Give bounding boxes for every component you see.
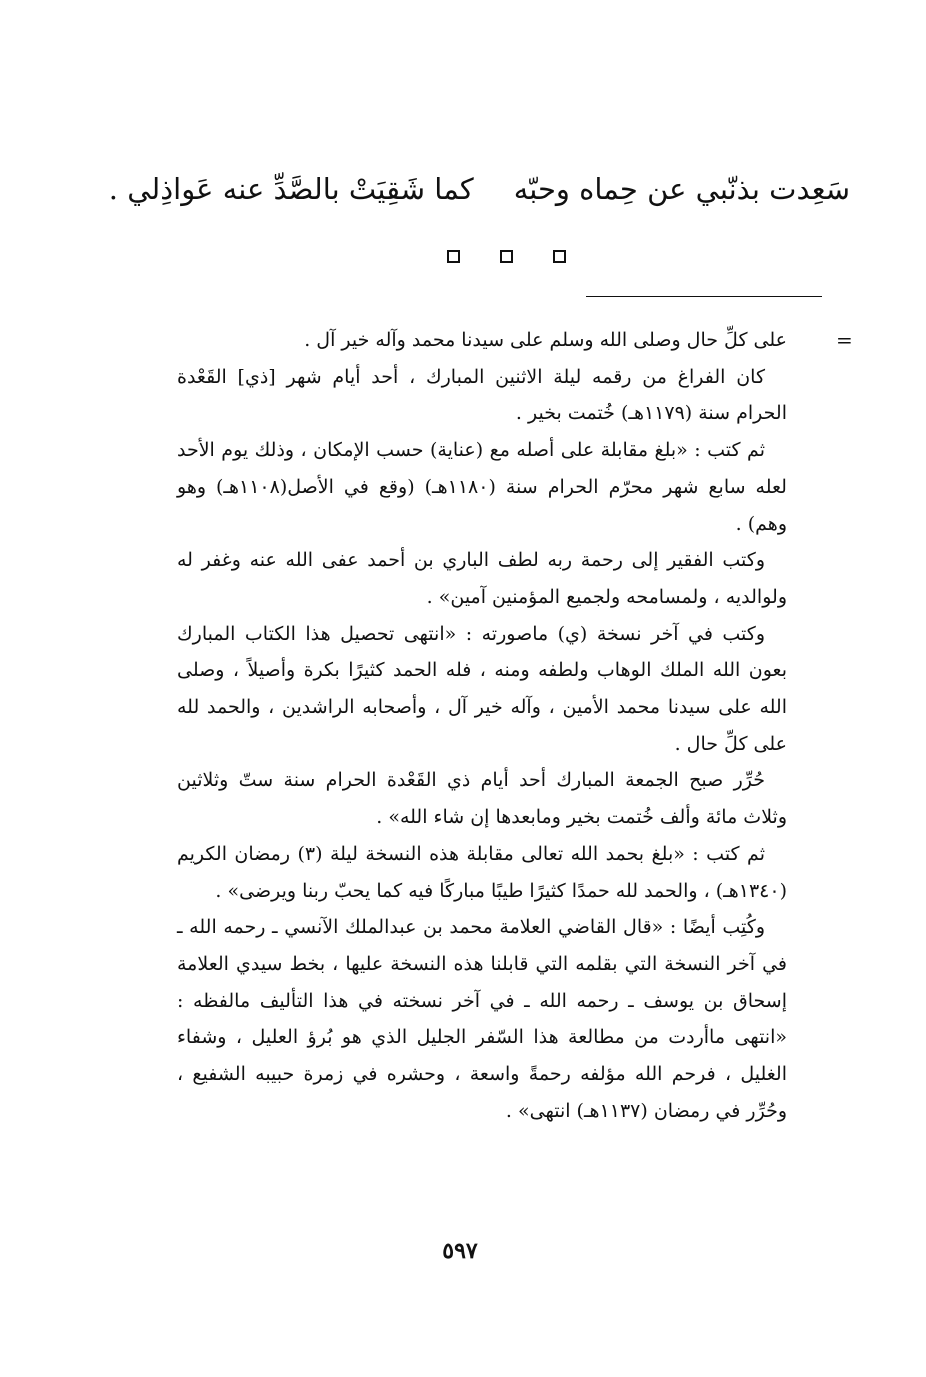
footnote-paragraph: وكتب في آخر نسخة (ي) ماصورته : «انتهى تحصيل هذا الكتاب المبارك بعون الله الملك الوهاب ولطفه ومنه ، فله الحمد كثيرًا بكرة وأصيلاً ، وصلى الله على سيدنا محمد الأمين ، وآله خير آل ، وأصحابه الراشدين ، والحمد لله على كلِّ حال . (177, 622, 787, 755)
square-ornament-icon (500, 250, 513, 263)
footnote-continuation-mark: = (836, 328, 853, 352)
footnote-body (177, 322, 787, 1129)
verse-first-hemistich: سَعِدت بذنّبي عن حِماه وحبّه (513, 172, 850, 206)
footnote-paragraph: على كلِّ حال وصلى الله وسلم على سيدنا محمد وآله خير آل . (304, 329, 787, 351)
footnote-paragraph: كان الفراغ من رقمه ليلة الاثنين المبارك ، أحد أيام شهر [ذي] القَعْدة الحرام سنة (١١٧٩هـ) خُتمت بخير . (177, 365, 787, 425)
square-ornament-icon (553, 250, 566, 263)
footnote-divider (586, 296, 822, 297)
square-ornament-icon (447, 250, 460, 263)
footnote-paragraph: ثم كتب : «بلغ بحمد الله تعالى مقابلة هذه النسخة ليلة (٣) رمضان الكريم (١٣٤٠هـ) ، والحمد لله حمدًا كثيرًا طيبًا مباركًا فيه كما يحبّ ربنا ويرضى» . (177, 842, 787, 902)
footnote-paragraph: ثم كتب : «بلغ مقابلة على أصله مع (عناية) حسب الإمكان ، وذلك يوم الأحد لعله سابع شهر محرّم الحرام سنة (١١٨٠هـ) (وقع في الأصل(١١٠٨هـ) وهو وهم) . (177, 439, 787, 535)
section-separator-ornament (440, 250, 580, 270)
footnote-paragraph: وكتب الفقير إلى رحمة ربه لطف الباري بن أحمد عفى الله عنه وغفر له ولوالديه ، ولمسامحه ولجميع المؤمنين آمين» . (177, 549, 787, 608)
poetry-verse (108, 165, 850, 213)
verse-second-hemistich: كما شَقِيَتْ بالصَّدِّ عنه عَواذِلي . (108, 172, 474, 206)
footnote-paragraph: حُرِّر صبح الجمعة المبارك أحد أيام ذي القَعْدة الحرام سنة ستّ وثلاثين وثلاث مائة وألف خُتمت بخير ومابعدها إن شاء الله» . (177, 769, 787, 829)
page-number: ٥٩٧ (442, 1238, 478, 1264)
footnote-paragraph: وكُتِب أيضًا : «قال القاضي العلامة محمد بن عبدالملك الآنسي ـ رحمه الله ـ في آخر النسخة التي بقلمه التي قابلنا هذه النسخة عليها ، بخط سيدي العلامة إسحاق بن يوسف ـ رحمه الله ـ في آخر نسخته في هذا التأليف مالفظه : «انتهى ماأردت من مطالعة هذا السّفر الجليل الذي هو بُرؤ العليل ، وشفاء الغليل ، فرحم الله مؤلفه رحمةً واسعة ، وحشره في زمرة حبيبه الشفيع ، وحُرِّر في رمضان (١١٣٧هـ) انتهى» . (177, 916, 787, 1122)
